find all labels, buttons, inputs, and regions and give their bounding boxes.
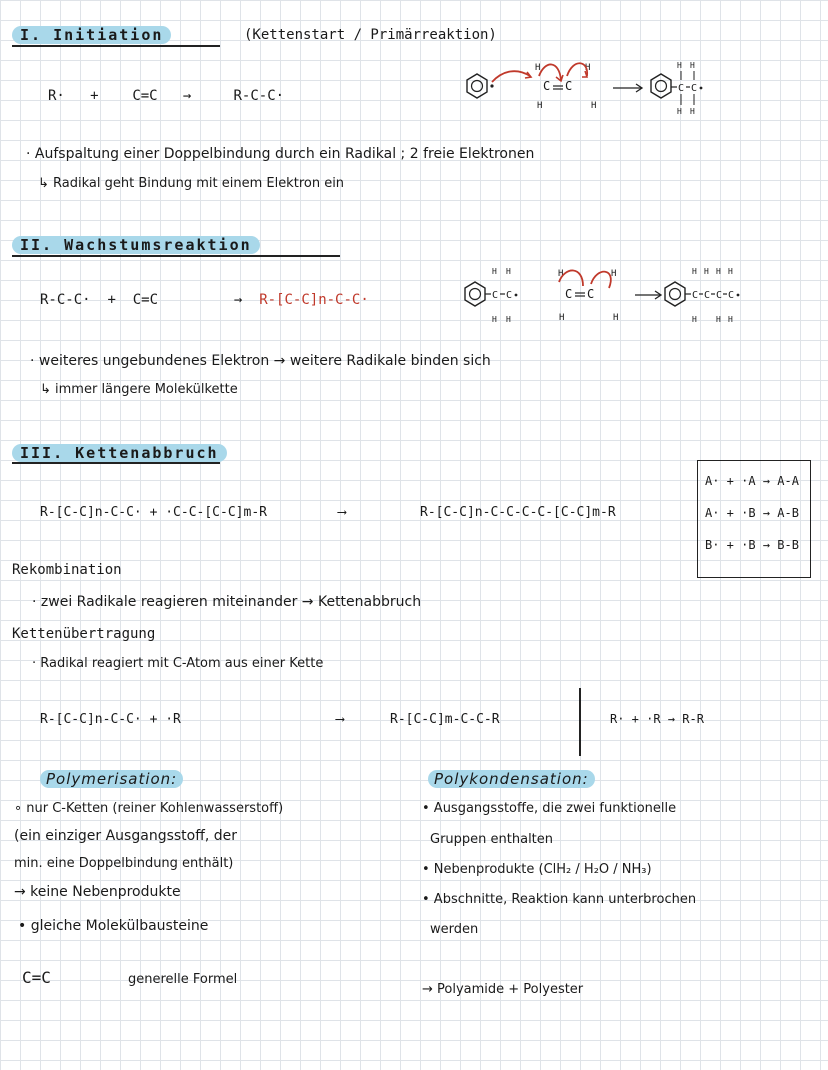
polymerisation-title: Polymerisation: — [40, 770, 183, 788]
h-atom: H — [558, 269, 564, 279]
reaction-arrow: ⟶ — [336, 712, 344, 727]
benzene-ring-icon — [465, 282, 485, 306]
h-atom: H — [692, 267, 697, 276]
repeat-unit-bracket: R-[C-C]n-C-C· — [259, 292, 369, 308]
transfer-text: · Radikal reagiert mit C-Atom aus einer Kette — [32, 656, 324, 671]
h-atom: H — [704, 267, 709, 276]
section1-bullet1: · Aufspaltung einer Doppelbindung durch ein Radikal ; 2 freie Elektronen — [26, 146, 535, 162]
product-radical: R-C-C· — [233, 88, 285, 104]
radical-r: R· — [48, 88, 65, 104]
c-atom: C — [587, 287, 595, 301]
h-atom: H — [728, 315, 733, 324]
polykondensation-line3: • Nebenprodukte (ClH₂ / H₂O / NH₃) — [422, 862, 652, 877]
c-atom: C — [565, 287, 573, 301]
combination-ab: A· + ·B → A-B — [705, 506, 799, 520]
general-formula: C=C — [22, 968, 51, 987]
recombination-title: Rekombination — [12, 562, 122, 578]
c-atom: C — [565, 79, 573, 93]
initiation-structure-diagram — [455, 50, 775, 130]
section3-title: III. Kettenabbruch — [12, 444, 227, 462]
h-atom: H — [677, 107, 682, 116]
h-atom: H — [492, 267, 497, 276]
polykondensation-line5: werden — [430, 922, 479, 937]
h-atom: H — [506, 267, 511, 276]
h-atom: H — [535, 63, 541, 73]
c-atom: C — [704, 290, 711, 301]
reaction-arrow: ⟶ — [338, 505, 346, 520]
c-atom: C — [543, 79, 551, 93]
c-atom: C — [728, 290, 735, 301]
alkene-formula: C=C — [132, 292, 159, 308]
combination-bb: B· + ·B → B-B — [705, 538, 799, 552]
section1-subtitle: (Kettenstart / Primärreaktion) — [244, 27, 497, 43]
transfer-equation-left: R-[C-C]n-C-C· + ·R — [40, 712, 181, 727]
termination-equation-right: R-[C-C]n-C-C-C-C-[C-C]m-R — [420, 505, 616, 520]
c-atom: C — [716, 290, 723, 301]
benzene-ring-icon — [665, 282, 685, 306]
combination-aa: A· + ·A → A-A — [705, 474, 799, 488]
benzene-ring-icon — [651, 74, 671, 98]
polykondensation-line1: • Ausgangsstoffe, die zwei funktionelle — [422, 801, 677, 816]
h-atom: H — [585, 63, 591, 73]
h-atom: H — [613, 313, 619, 323]
polykondensation-title: Polykondensation: — [428, 770, 595, 788]
reaction-arrow: → — [182, 88, 192, 104]
transfer-title: Kettenübertragung — [12, 626, 156, 642]
reaction-arrow: → — [233, 292, 243, 308]
termination-equation-left: R-[C-C]n-C-C· + ·C-C-[C-C]m-R — [40, 505, 267, 520]
c-atom: C — [691, 83, 698, 94]
c-atom: C — [506, 290, 513, 301]
polymerisation-line1: ∘ nur C-Ketten (reiner Kohlenwasserstoff) — [14, 801, 284, 816]
section1-bullet2: ↳ Radikal geht Bindung mit einem Elektron ein — [38, 176, 345, 191]
transfer-side-equation: R· + ·R → R-R — [610, 712, 704, 726]
h-atom: H — [537, 101, 543, 111]
transfer-equation-right: R-[C-C]m-C-C-R — [390, 712, 500, 727]
growth-product — [259, 292, 369, 308]
h-atom: H — [692, 315, 697, 324]
benzene-ring-icon — [467, 74, 494, 98]
alkene-formula: C=C — [132, 88, 158, 104]
h-atom: H — [506, 315, 511, 324]
recombination-text: · zwei Radikale reagieren miteinander → Kettenabbruch — [32, 594, 422, 610]
section2-title: II. Wachstumsreaktion — [12, 236, 260, 254]
h-atom: H — [716, 315, 721, 324]
h-atom: H — [690, 107, 695, 116]
h-atom: H — [492, 315, 497, 324]
c-atom: C — [678, 83, 685, 94]
polymerisation-line5: • gleiche Molekülbausteine — [18, 918, 209, 934]
growth-reactant: R-C-C· — [40, 292, 91, 308]
h-atom: H — [716, 267, 721, 276]
polymerisation-line3: min. eine Doppelbindung enthält) — [14, 856, 234, 871]
plus-sign: + — [90, 88, 99, 104]
h-atom: H — [677, 61, 682, 70]
growth-equation — [40, 292, 369, 308]
h-atom: H — [728, 267, 733, 276]
polykondensation-line4: • Abschnitte, Reaktion kann unterbrochen — [422, 892, 697, 907]
polymerisation-line4: → keine Nebenprodukte — [14, 884, 181, 900]
general-formula-label: generelle Formel — [128, 972, 238, 987]
h-atom: H — [611, 269, 617, 279]
section1-title: I. Initiation — [12, 26, 171, 44]
h-atom: H — [690, 61, 695, 70]
section2-bullet2: ↳ immer längere Molekülkette — [40, 382, 238, 397]
initiation-equation — [48, 88, 284, 104]
polymerisation-line2: (ein einziger Ausgangsstoff, der — [14, 828, 238, 844]
c-atom: C — [492, 290, 499, 301]
h-atom: H — [591, 101, 597, 111]
section3-underline — [12, 462, 220, 464]
section2-bullet1: · weiteres ungebundenes Elektron → weitere Radikale binden sich — [30, 353, 491, 369]
growth-structure-diagram — [455, 262, 795, 332]
polykondensation-line2: Gruppen enthalten — [430, 832, 554, 847]
section2-underline — [12, 255, 340, 257]
section1-underline — [12, 45, 220, 47]
plus-sign: + — [107, 292, 116, 308]
divider — [579, 688, 581, 756]
polykondensation-footer: → Polyamide + Polyester — [422, 982, 584, 997]
h-atom: H — [559, 313, 565, 323]
c-atom: C — [692, 290, 699, 301]
